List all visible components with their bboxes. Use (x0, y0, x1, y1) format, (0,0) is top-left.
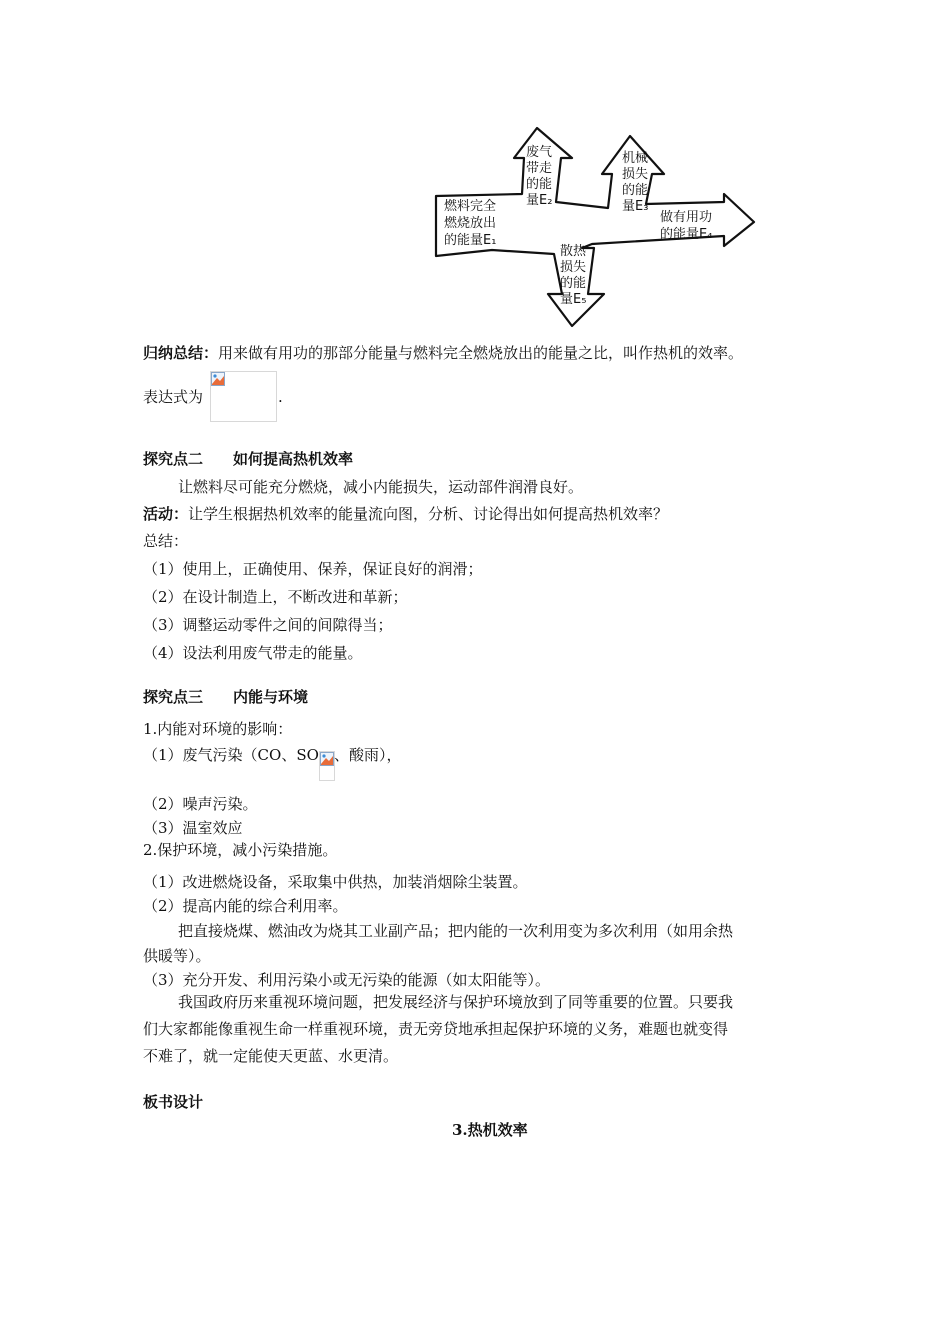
section2-paragraph: 让燃料尽可能充分燃烧，减小内能损失，运动部件润滑良好。 (178, 478, 584, 496)
exhaust-label-line4: 量E₂ (526, 193, 553, 208)
closing-line2: 们大家都能像重视生命一样重视环境，责无旁贷地承担起保护环境的义务，难题也就变得 (143, 1020, 729, 1038)
formula-image-placeholder (210, 371, 277, 422)
section3-item1-prefix: （1）废气污染（CO、SO (143, 746, 319, 764)
so2-subscript-image-placeholder (319, 751, 335, 781)
main-label-line2: 燃烧放出 (444, 216, 497, 231)
section3-heading: 探究点三 内能与环境 (143, 688, 309, 706)
energy-flow-diagram (432, 124, 762, 330)
section3-sub2: 2.保护环境，减小污染措施。 (143, 841, 338, 859)
section3-sub1: 1.内能对环境的影响： (143, 720, 293, 738)
exhaust-arrow-label (526, 145, 552, 208)
closing-line3: 不难了，就一定能使天更蓝、水更清。 (143, 1047, 399, 1065)
measure-1: （1）改进燃烧设备，采取集中供热，加装消烟除尘装置。 (143, 873, 528, 891)
mechanical-label-line1: 机械 (622, 151, 649, 166)
measure-2-detail-line1: 把直接烧煤、燃油改为烧其工业副产品；把内能的一次利用变为多次利用（如用余热 (178, 922, 734, 940)
useful-label-line2: 的能量E₄ (660, 227, 713, 242)
mechanical-label-line4: 量E₃ (622, 199, 649, 214)
energy-flow-arrows (432, 124, 762, 330)
heat-label-line4: 量E₅ (560, 292, 587, 307)
board-title: 3.热机效率 (452, 1121, 528, 1139)
broken-image-icon (211, 372, 225, 386)
section2-item-4: （4）设法利用废气带走的能量。 (143, 644, 363, 662)
exhaust-label-line3: 的能 (526, 177, 553, 192)
section2-item-3: （3）调整运动零件之间的间隙得当； (143, 616, 393, 634)
board-heading: 板书设计 (143, 1093, 204, 1111)
heat-label-line1: 散热 (560, 244, 587, 259)
section2-heading: 探究点二 如何提高热机效率 (143, 450, 354, 468)
summary-line (143, 343, 743, 363)
main-label-line3: 的能量E₁ (444, 233, 497, 248)
measure-2: （2）提高内能的综合利用率。 (143, 897, 348, 915)
heat-label-line3: 的能 (560, 276, 587, 291)
main-arrow-label (444, 198, 496, 248)
activity-line (143, 504, 668, 524)
activity-label: 活动： (143, 505, 189, 523)
expression-suffix: . (278, 388, 283, 406)
main-label-line1: 燃料完全 (444, 199, 497, 214)
summary-text: 用来做有用功的那部分能量与燃料完全燃烧放出的能量之比，叫作热机的效率。 (218, 344, 744, 362)
useful-label-line1: 做有用功 (660, 210, 713, 225)
section3-item2: （2）噪声污染。 (143, 795, 258, 813)
closing-line1: 我国政府历来重视环境问题，把发展经济与保护环境放到了同等重要的位置。只要我 (178, 993, 734, 1011)
mechanical-label-line2: 损失 (622, 167, 649, 182)
heat-label-line2: 损失 (560, 260, 587, 275)
section2-item-2: （2）在设计制造上，不断改进和革新； (143, 588, 408, 606)
measure-2-detail-line2: 供暖等）。 (143, 947, 211, 965)
section3-item3: （3）温室效应 (143, 819, 243, 837)
expression-prefix: 表达式为 (143, 388, 204, 406)
mechanical-label-line3: 的能 (622, 183, 649, 198)
exhaust-label-line2: 带走 (526, 161, 553, 176)
activity-text: 让学生根据热机效率的能量流向图，分析、讨论得出如何提高热机效率？ (188, 505, 669, 523)
summary-label: 归纳总结： (143, 344, 219, 362)
measure-3: （3）充分开发、利用污染小或无污染的能源（如太阳能等）。 (143, 971, 551, 989)
section2-summary-label: 总结： (143, 532, 189, 550)
section3-item1-suffix: 、酸雨）， (334, 746, 402, 764)
exhaust-label-line1: 废气 (526, 145, 553, 160)
broken-image-icon (320, 752, 334, 766)
section2-item-1: （1）使用上，正确使用、保养，保证良好的润滑； (143, 560, 483, 578)
